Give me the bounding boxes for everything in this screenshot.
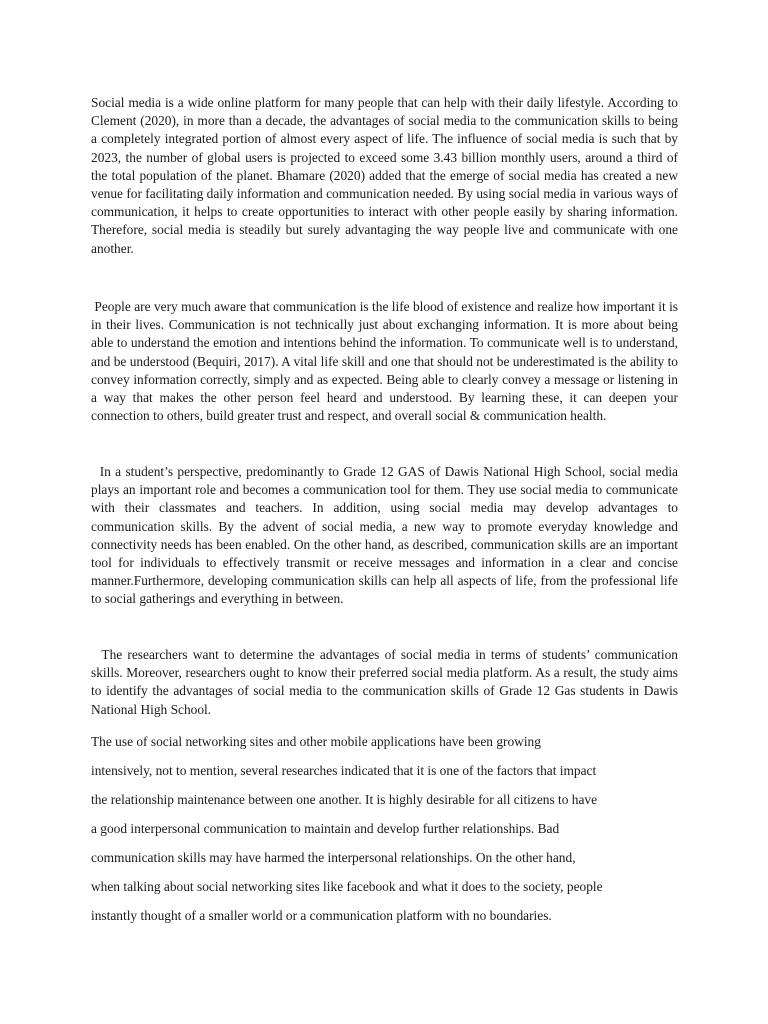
final-paragraph-line: instantly thought of a smaller world or a communication platform with no boundaries. bbox=[91, 908, 552, 923]
final-paragraph-line: intensively, not to mention, several researches indicated that it is one of the factors that impact bbox=[91, 763, 597, 778]
final-paragraph-line: The use of social networking sites and other mobile applications have been growing bbox=[91, 734, 541, 749]
final-paragraph-line: communication skills may have harmed the interpersonal relationships. On the other hand, bbox=[91, 850, 576, 865]
final-paragraph-line: the relationship maintenance between one another. It is highly desirable for all citizens to have bbox=[91, 792, 598, 807]
paragraph-research-aim: The researchers want to determine the advantages of social media in terms of students’ communication skills. Moreover, researchers ought to know their preferred social media platform. As a result, the study aims to identify the advantages of social media to the communication skills of Grade 12 Gas students in Dawis National High School. bbox=[91, 647, 682, 717]
final-paragraph-line: when talking about social networking sites like facebook and what it does to the society, people bbox=[91, 879, 603, 894]
paragraph-communication-importance: People are very much aware that communication is the life blood of existence and realize how important it is in their lives. Communication is not technically just about exchanging information. It is more about being able to understand the emotion and intentions behind the information. To communicate well is to understand, and be understood (Bequiri, 2017). A vital life skill and one that should not be underestimated is the ability to convey information correctly, simply and as expected. Being able to clearly convey a message or listening in a way that makes the other person feel heard and understood. By learning these, it can deepen your connection to others, build greater trust and respect, and overall social & communication health. bbox=[91, 299, 682, 424]
final-paragraph-line: a good interpersonal communication to maintain and develop further relationships. Bad bbox=[91, 821, 560, 836]
paragraph-social-media-intro: Social media is a wide online platform for many people that can help with their daily lifestyle. According to Clement (2020), in more than a decade, the advantages of social media to the communication skills to being a completely integrated portion of almost every aspect of life. The influence of social media is such that by 2023, the number of global users is projected to exceed some 3.43 billion monthly users, around a third of the total population of the planet. Bhamare (2020) added that the emerge of social media has created a new venue for facilitating daily information and communication needed. By using social media in various ways of communication, it helps to create opportunities to interact with other people easily by sharing information. Therefore, social media is steadily but surely advantaging the way people live and communicate with one another. bbox=[91, 95, 682, 256]
paragraph-student-perspective: In a student’s perspective, predominantly to Grade 12 GAS of Dawis National High School, social media plays an important role and becomes a communication tool for them. They use social media to communicate with their classmates and teachers. In addition, using social media may develop advantages to communication skills. By the advent of social media, a new way to promote everyday knowledge and connectivity needs has been enabled. On the other hand, as described, communication skills are an important tool for individuals to effectively transmit or receive messages and information in a clear and concise manner.Furthermore, developing communication skills can help all aspects of life, from the professional life to social gatherings and everything in between. bbox=[91, 464, 682, 607]
